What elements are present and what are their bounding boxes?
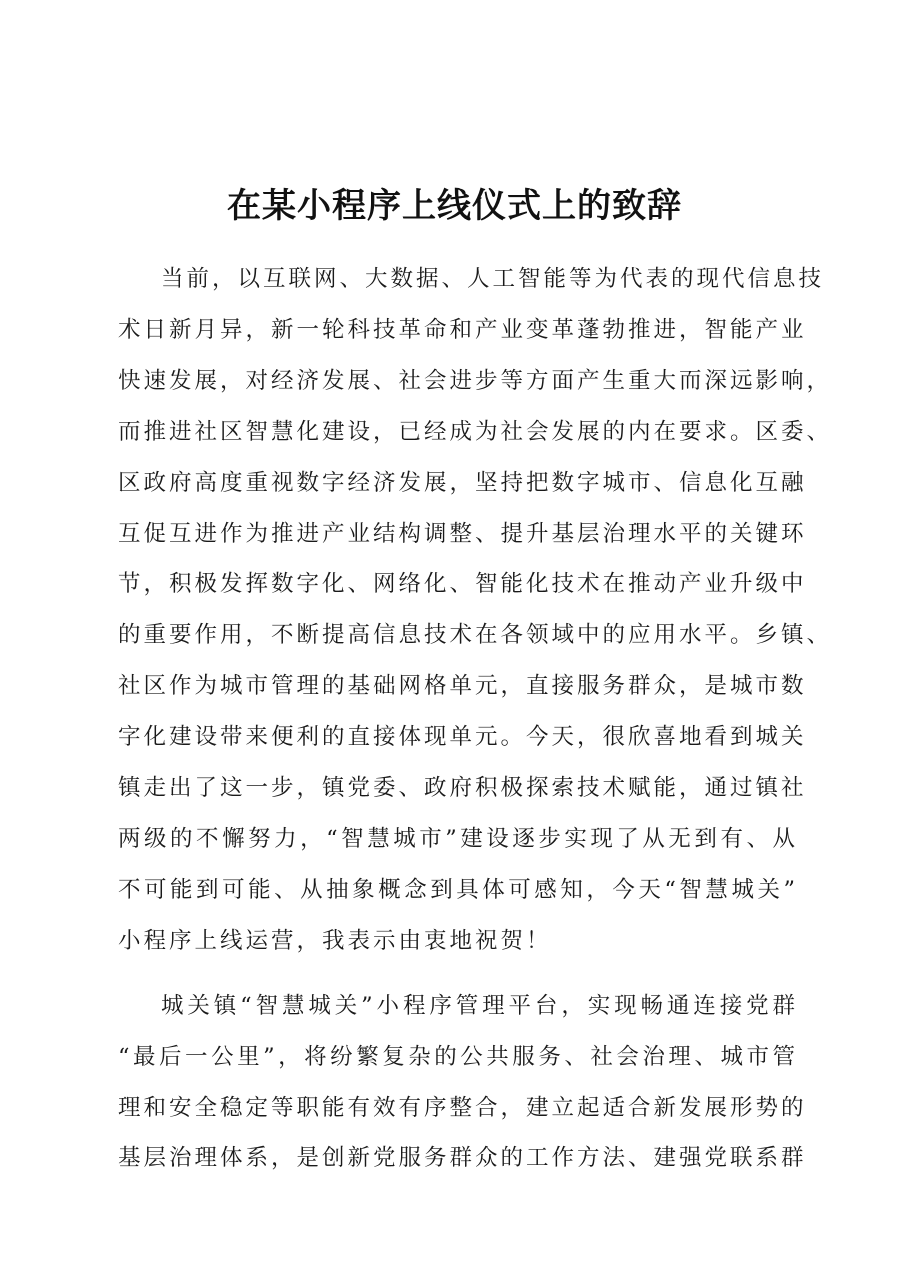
paragraph-line: 字化建设带来便利的直接体现单元。今天，很欣喜地看到城关 bbox=[118, 724, 807, 751]
paragraph-line: 不可能到可能、从抽象概念到具体可感知，今天“智慧城关” bbox=[118, 876, 798, 903]
paragraph-line: 社区作为城市管理的基础网格单元，直接服务群众，是城市数 bbox=[118, 673, 807, 700]
paragraph-1 bbox=[118, 254, 833, 967]
paragraph-line: 两级的不懈努力，“智慧城市”建设逐步实现了从无到有、从 bbox=[118, 825, 798, 852]
paragraph-line: 城关镇“智慧城关”小程序管理平台，实现畅通连接党群 bbox=[161, 992, 798, 1019]
paragraph-line: 镇走出了这一步，镇党委、政府积极探索技术赋能，通过镇社 bbox=[118, 775, 807, 802]
paragraph-line: 节，积极发挥数字化、网络化、智能化技术在推动产业升级中 bbox=[118, 571, 807, 598]
paragraph-line: 理和安全稳定等职能有效有序整合，建立起适合新发展形势的 bbox=[118, 1094, 807, 1121]
paragraph-line: 区政府高度重视数字经济发展，坚持把数字城市、信息化互融 bbox=[118, 469, 807, 496]
document-title: 在某小程序上线仪式上的致辞 bbox=[227, 186, 682, 226]
paragraph-line: 快速发展，对经济发展、社会进步等方面产生重大而深远影响， bbox=[118, 367, 833, 394]
paragraph-line: “最后一公里”，将纷繁复杂的公共服务、社会治理、城市管 bbox=[118, 1043, 798, 1070]
paragraph-2 bbox=[118, 981, 807, 1185]
paragraph-line: 小程序上线运营，我表示由衷地祝贺！ bbox=[118, 927, 552, 954]
document-body bbox=[118, 254, 833, 1184]
paragraph-line: 而推进社区智慧化建设，已经成为社会发展的内在要求。区委、 bbox=[118, 418, 833, 445]
paragraph-line: 基层治理体系，是创新党服务群众的工作方法、建强党联系群 bbox=[118, 1145, 807, 1172]
paragraph-line: 的重要作用，不断提高信息技术在各领域中的应用水平。乡镇、 bbox=[118, 622, 833, 649]
paragraph-line: 术日新月异，新一轮科技革命和产业变革蓬勃推进，智能产业 bbox=[118, 316, 807, 343]
paragraph-line: 当前，以互联网、大数据、人工智能等为代表的现代信息技 bbox=[161, 266, 825, 292]
paragraph-line: 互促互进作为推进产业结构调整、提升基层治理水平的关键环 bbox=[118, 520, 807, 547]
